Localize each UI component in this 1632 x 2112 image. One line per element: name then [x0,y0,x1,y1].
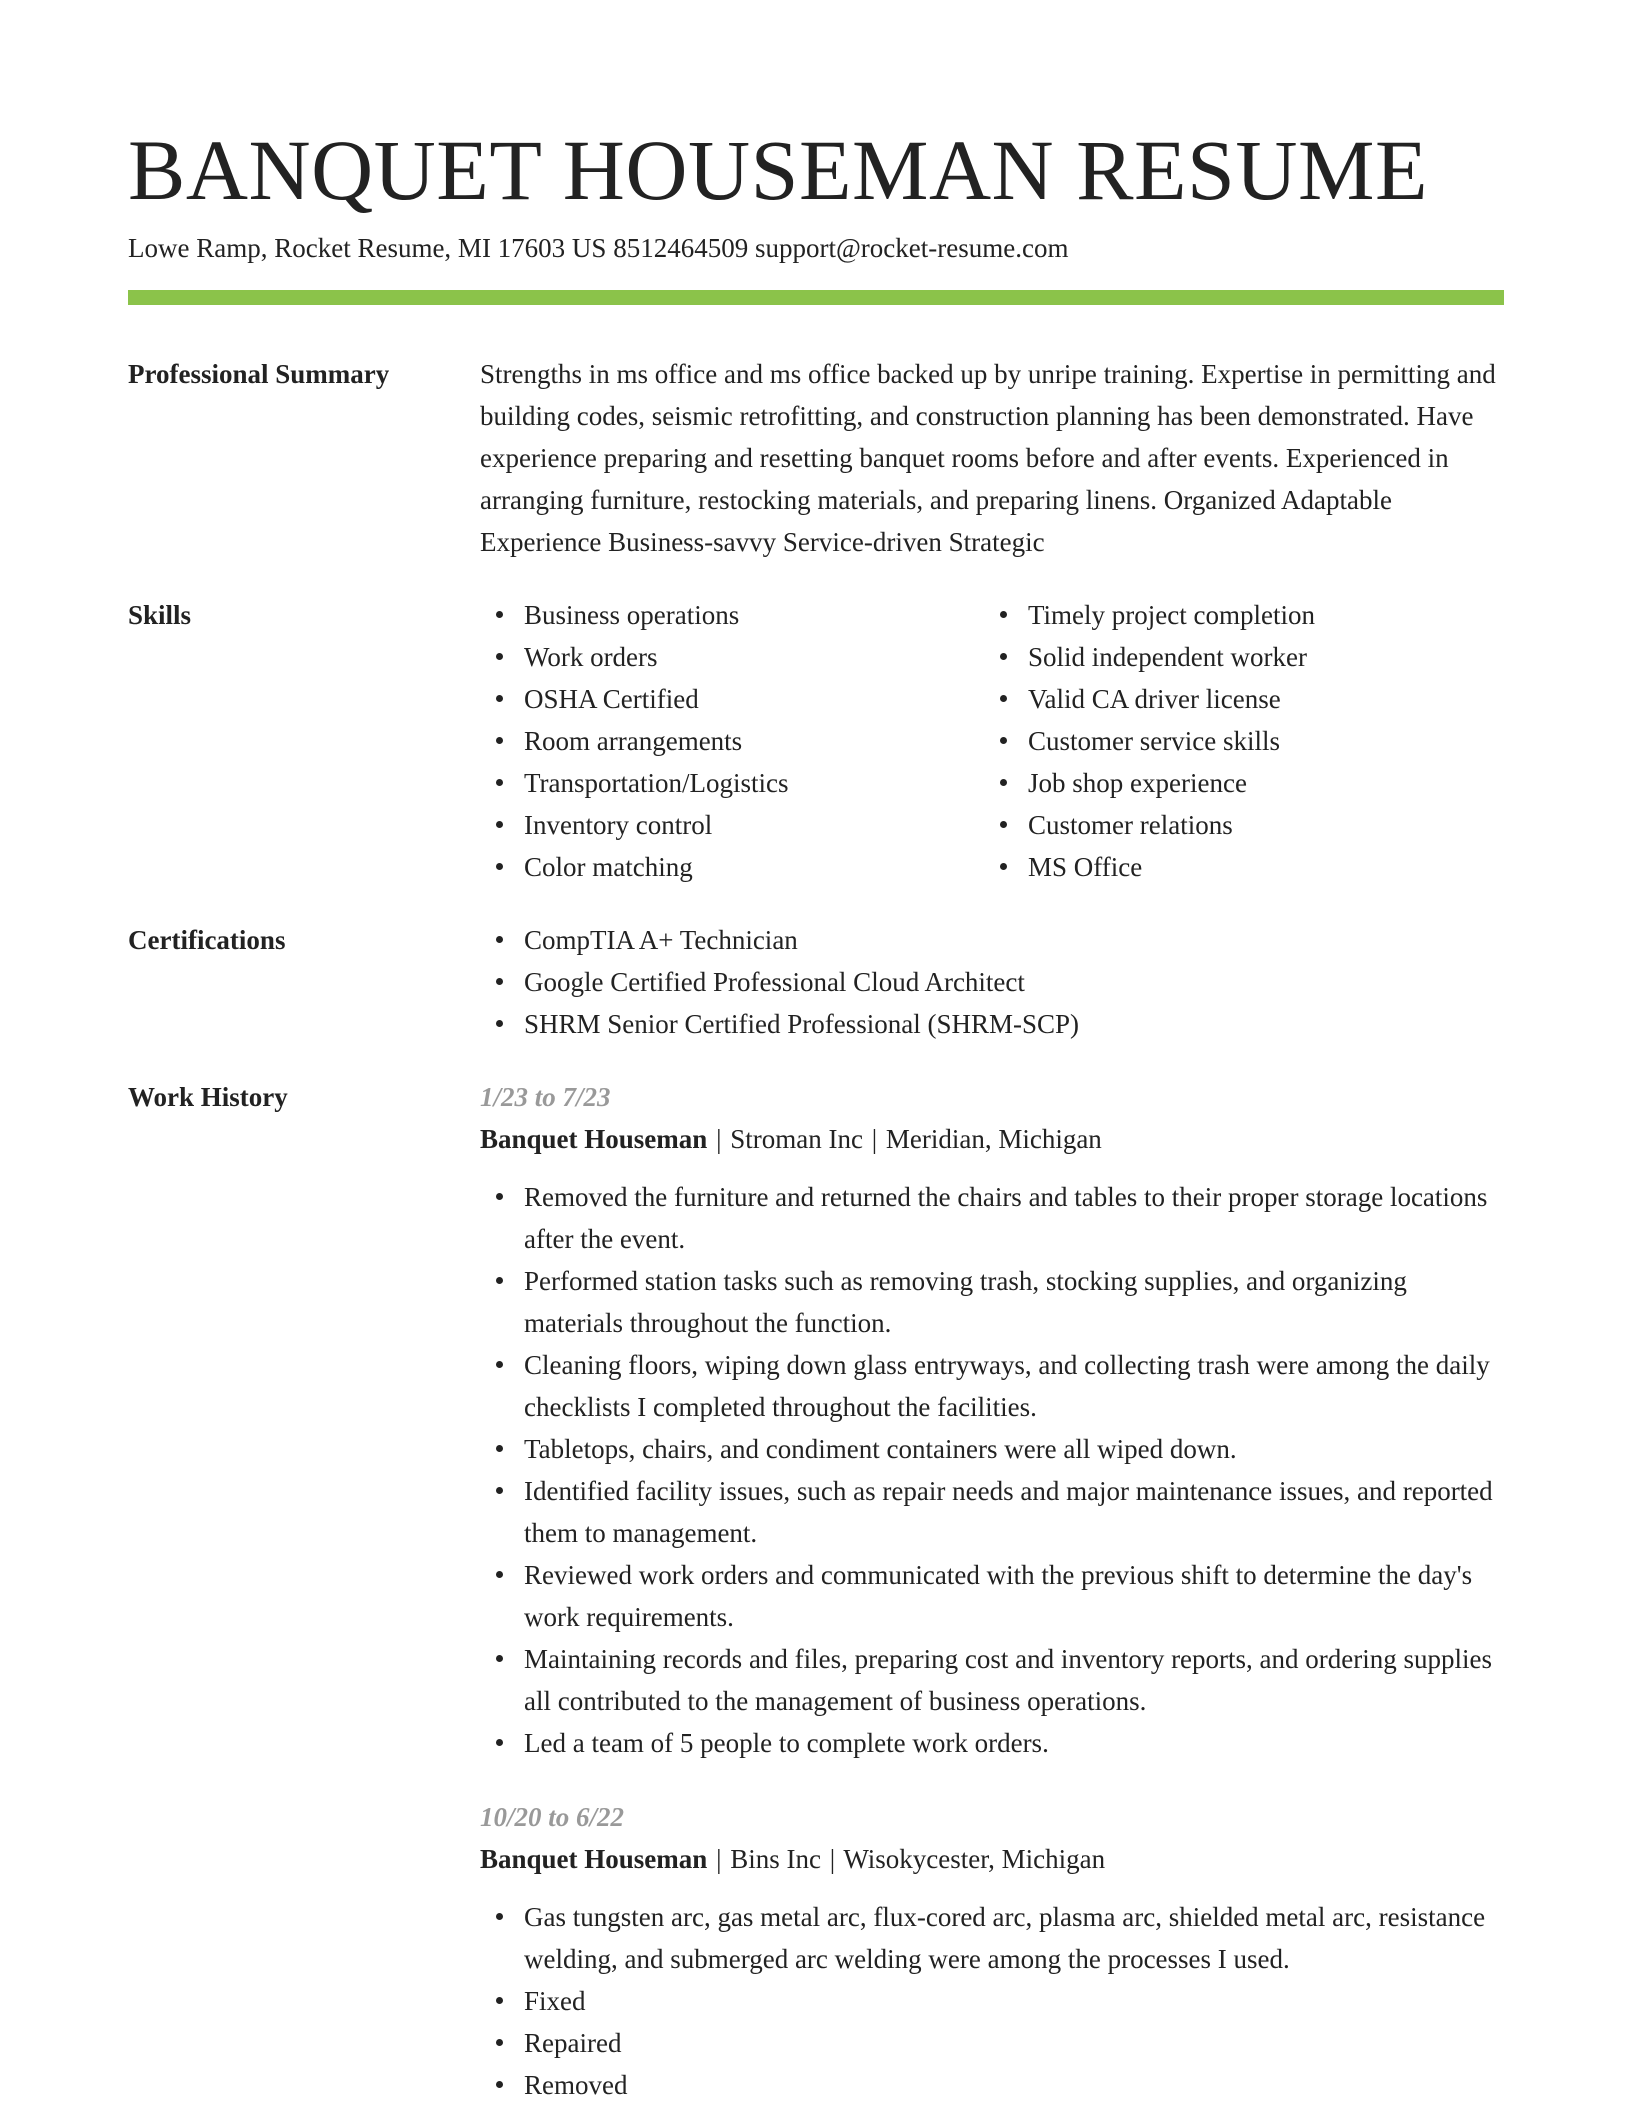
certification-item: CompTIA A+ Technician [524,919,1504,961]
job-dates: 10/20 to 6/22 [480,1802,625,1832]
skill-item: MS Office [1028,846,1488,888]
job-entry [480,1796,1504,2106]
section-label-work-history: Work History [128,1082,288,1112]
certification-item: Google Certified Professional Cloud Architect [524,961,1504,1003]
job-bullet: Removed [524,2064,1504,2106]
skill-item: Customer service skills [1028,720,1488,762]
resume-page [128,120,1504,2106]
job-dates: 1/23 to 7/23 [480,1082,611,1112]
job-bullets [480,1896,1504,2106]
skill-item: Solid independent worker [1028,636,1488,678]
job-bullet: Identified facility issues, such as repair needs and major maintenance issues, and reported them to management. [524,1470,1504,1554]
job-entry [480,1076,1504,1764]
job-bullets [480,1176,1504,1764]
job-company: Stroman Inc [730,1124,863,1154]
separator: | [716,1844,722,1874]
skill-item: Transportation/Logistics [524,762,984,804]
resume-title: BANQUET HOUSEMAN RESUME [128,122,1428,218]
separator: | [829,1844,836,1874]
certification-item: SHRM Senior Certified Professional (SHRM-SCP) [524,1003,1504,1045]
job-title: Banquet Houseman [480,1844,708,1874]
skill-item: OSHA Certified [524,678,984,720]
section-label-skills: Skills [128,600,192,630]
skills-column-right [984,594,1488,888]
skill-item: Business operations [524,594,984,636]
job-location: Wisokycester, Michigan [843,1844,1106,1874]
summary-text: Strengths in ms office and ms office backed up by unripe training. Expertise in permitting and building codes, seismic retrofitting, and construction planning has been demonstrated. Have experience preparing and resetting banquet rooms before and after events. Experienced in arranging furniture, restocking materials, and preparing linens. Organized Adaptable Experience Business-savvy Service-driven Strategic [480,359,1496,557]
job-bullet: Repaired [524,2022,1504,2064]
skill-item: Color matching [524,846,984,888]
skill-item: Work orders [524,636,984,678]
job-bullet: Maintaining records and files, preparing cost and inventory reports, and ordering supplies all contributed to the management of business operations. [524,1638,1504,1722]
job-heading [480,1838,1504,1880]
section-label-summary: Professional Summary [128,359,390,389]
job-bullet: Cleaning floors, wiping down glass entryways, and collecting trash were among the daily checklists I completed throughout the facilities. [524,1344,1504,1428]
certifications-list [480,919,1504,1045]
job-bullet: Reviewed work orders and communicated with the previous shift to determine the day's work requirements. [524,1554,1504,1638]
job-bullet: Fixed [524,1980,1504,2022]
summary-body [480,353,1504,563]
header-divider [128,290,1504,305]
contact-line: Lowe Ramp, Rocket Resume, MI 17603 US 8512464509 support@rocket-resume.com [128,233,1069,263]
certifications-body [480,919,1504,1045]
job-bullet: Tabletops, chairs, and condiment containers were all wiped down. [524,1428,1504,1470]
skills-section [128,594,1504,888]
certifications-section [128,919,1504,1045]
skills-column-left [480,594,984,888]
section-label-certifications: Certifications [128,925,286,955]
skill-item: Valid CA driver license [1028,678,1488,720]
separator: | [871,1124,878,1154]
skills-list-right [984,594,1488,888]
job-bullet: Gas tungsten arc, gas metal arc, flux-cored arc, plasma arc, shielded metal arc, resistance welding, and submerged arc welding were among the processes I used. [524,1896,1504,1980]
job-bullet: Led a team of 5 people to complete work orders. [524,1722,1504,1764]
job-title: Banquet Houseman [480,1124,708,1154]
work-history-section [128,1076,1504,2106]
job-location: Meridian, Michigan [885,1124,1102,1154]
separator: | [716,1124,722,1154]
work-history-body [480,1076,1504,2106]
skill-item: Room arrangements [524,720,984,762]
skills-list-left [480,594,984,888]
skill-item: Customer relations [1028,804,1488,846]
job-company: Bins Inc [730,1844,821,1874]
job-bullet: Removed the furniture and returned the chairs and tables to their proper storage locations after the event. [524,1176,1504,1260]
skill-item: Inventory control [524,804,984,846]
job-heading [480,1118,1504,1160]
skills-body [480,594,1504,888]
summary-section [128,353,1504,563]
skill-item: Job shop experience [1028,762,1488,804]
skill-item: Timely project completion [1028,594,1488,636]
job-bullet: Performed station tasks such as removing trash, stocking supplies, and organizing materials throughout the function. [524,1260,1504,1344]
